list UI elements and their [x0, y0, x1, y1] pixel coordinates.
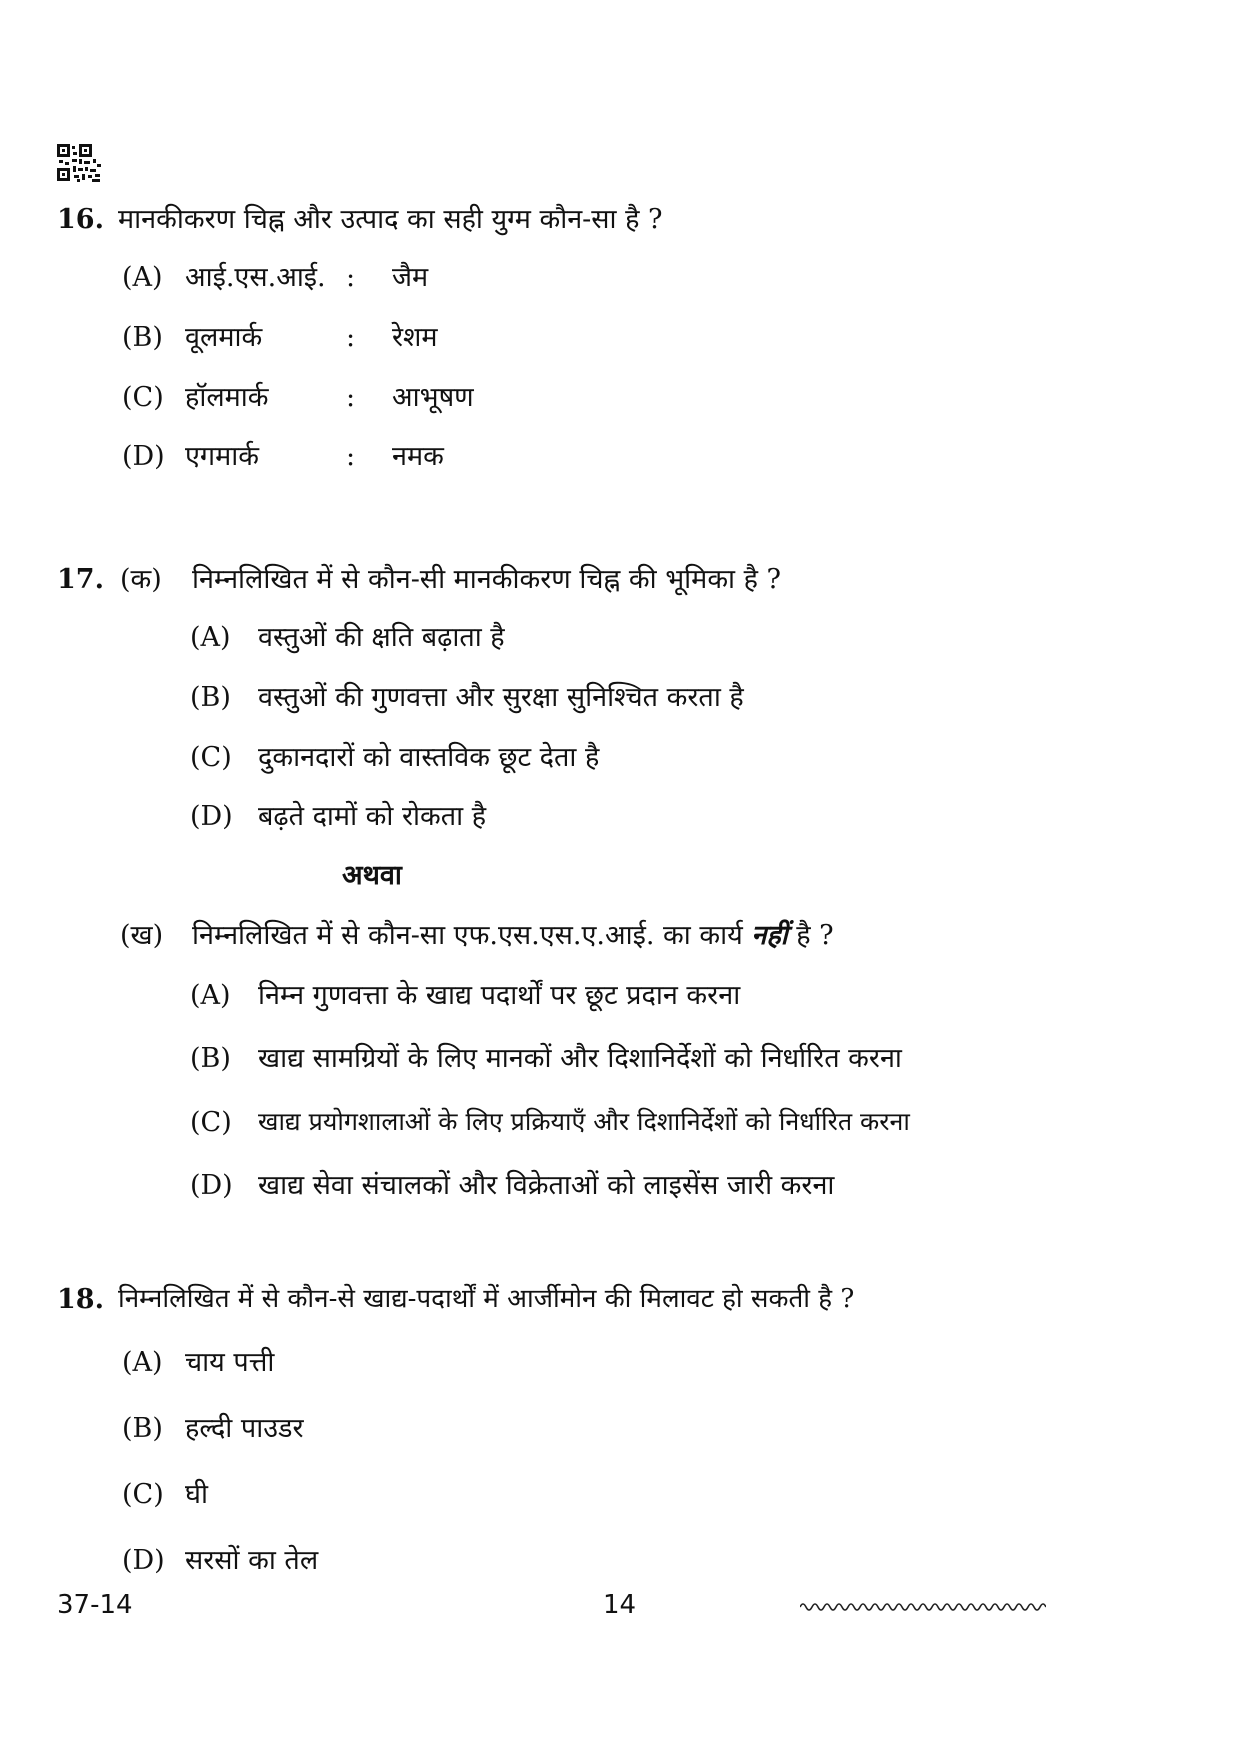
- question-text-end: है ?: [796, 920, 834, 951]
- option-label: (D): [190, 1170, 233, 1201]
- question-text: निम्नलिखित में से कौन-सी मानकीकरण चिह्न की भूमिका है ?: [192, 564, 782, 595]
- option-label: (B): [122, 1413, 163, 1444]
- or-separator: अथवा: [342, 860, 402, 891]
- option-label: (D): [122, 1545, 165, 1576]
- subquestion-label: (क): [120, 564, 162, 595]
- option-label: (B): [190, 682, 231, 713]
- option-product: जैम: [392, 262, 429, 293]
- option-separator: :: [346, 322, 356, 353]
- wavy-line-icon: [800, 1601, 1046, 1613]
- option-label: (C): [122, 382, 164, 413]
- option-text: खाद्य सेवा संचालकों और विक्रेताओं को लाइसेंस जारी करना: [258, 1170, 835, 1201]
- option-text: वस्तुओं की गुणवत्ता और सुरक्षा सुनिश्चित करता है: [258, 682, 744, 713]
- option-mark: एगमार्क: [185, 441, 260, 472]
- option-text: हल्दी पाउडर: [185, 1413, 304, 1444]
- question-number: 17.: [57, 564, 104, 595]
- option-text: घी: [185, 1479, 208, 1510]
- option-text: वस्तुओं की क्षति बढ़ाता है: [258, 622, 505, 653]
- question-text: [192, 922, 834, 949]
- option-separator: :: [346, 262, 356, 293]
- option-product: नमक: [392, 441, 444, 472]
- option-separator: :: [346, 441, 356, 472]
- option-text: बढ़ते दामों को रोकता है: [258, 801, 487, 832]
- option-text: खाद्य प्रयोगशालाओं के लिए प्रक्रियाएँ और दिशानिर्देशों को निर्धारित करना: [258, 1107, 910, 1136]
- option-label: (A): [190, 980, 231, 1011]
- option-mark: हॉलमार्क: [185, 382, 269, 413]
- option-text: सरसों का तेल: [185, 1545, 319, 1576]
- option-label: (C): [190, 1107, 232, 1138]
- option-text: दुकानदारों को वास्तविक छूट देता है: [258, 742, 600, 773]
- page-number: 14: [603, 1590, 637, 1620]
- option-label: (A): [122, 262, 163, 293]
- question-number: 18.: [57, 1284, 104, 1315]
- question-number: 16.: [57, 204, 104, 235]
- paper-code: 37-14: [57, 1590, 133, 1620]
- option-separator: :: [346, 382, 356, 413]
- option-label: (C): [122, 1479, 164, 1510]
- option-label: (B): [122, 322, 163, 353]
- question-text: निम्नलिखित में से कौन-से खाद्य-पदार्थों में आर्जीमोन की मिलावट हो सकती है ?: [118, 1284, 855, 1314]
- option-label: (C): [190, 742, 232, 773]
- option-product: आभूषण: [392, 382, 474, 413]
- option-text: चाय पत्ती: [185, 1347, 275, 1378]
- qr-code-icon: [57, 144, 102, 183]
- option-label: (A): [190, 622, 231, 653]
- option-mark: वूलमार्क: [185, 322, 263, 353]
- subquestion-label: (ख): [120, 920, 164, 951]
- option-product: रेशम: [392, 322, 438, 353]
- question-text: मानकीकरण चिह्न और उत्पाद का सही युग्म कौन-सा है ?: [118, 204, 663, 235]
- option-text: खाद्य सामग्रियों के लिए मानकों और दिशानिर्देशों को निर्धारित करना: [258, 1043, 902, 1074]
- emphasis-word: नहीं: [751, 920, 788, 951]
- option-label: (D): [122, 441, 165, 472]
- option-text: निम्न गुणवत्ता के खाद्य पदार्थों पर छूट प्रदान करना: [258, 980, 741, 1011]
- option-label: (D): [190, 801, 233, 832]
- option-label: (A): [122, 1347, 163, 1378]
- option-mark: आई.एस.आई.: [185, 262, 326, 293]
- question-text-start: निम्नलिखित में से कौन-सा एफ.एस.एस.ए.आई. का कार्य: [192, 920, 743, 951]
- option-label: (B): [190, 1043, 231, 1074]
